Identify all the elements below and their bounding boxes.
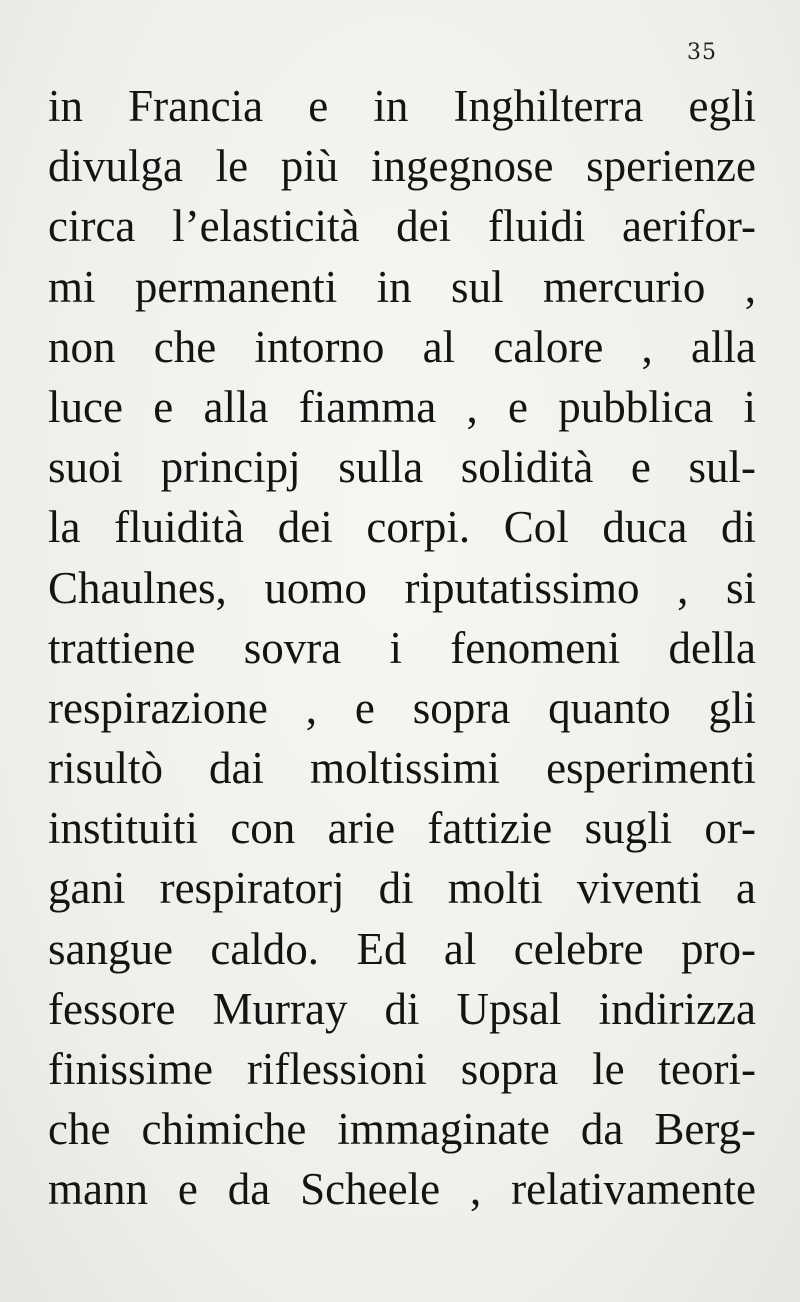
text-line: risultò dai moltissimi esperimenti	[48, 743, 756, 794]
text-line: in Francia e in Inghilterra egli	[48, 81, 756, 131]
text-line: fessore Murray di Upsal indirizza	[48, 983, 756, 1034]
text-line: che chimiche immaginate da Berg-	[48, 1104, 756, 1155]
text-line: la fluidità dei corpi. Col duca di	[48, 502, 756, 553]
text-line: instituiti con arie fattizie sugli or-	[48, 803, 756, 854]
text-line: gani respiratorj di molti viventi a	[48, 863, 756, 914]
text-line: finissime riflessioni sopra le teori-	[48, 1044, 756, 1094]
text-line: Chaulnes, uomo riputatissimo , si	[48, 562, 756, 613]
text-line: suoi principj sulla solidità e sul-	[48, 442, 756, 493]
text-line: divulga le più ingegnose sperienze	[48, 141, 756, 192]
text-line: circa l’elasticità dei fluidi aerifor-	[48, 201, 756, 252]
body-text	[48, 76, 756, 1220]
page-number: 35	[687, 40, 717, 65]
text-line: mi permanenti in sul mercurio ,	[48, 261, 756, 312]
text-line: non che intorno al calore , alla	[48, 321, 756, 372]
text-line: trattiene sovra i fenomeni della	[48, 622, 756, 673]
text-line: mann e da Scheele , relativamente	[48, 1164, 756, 1215]
text-line: respirazione , e sopra quanto gli	[48, 682, 756, 733]
text-line: sangue caldo. Ed al celebre pro-	[48, 923, 756, 974]
text-line: luce e alla fiamma , e pubblica i	[48, 381, 756, 432]
